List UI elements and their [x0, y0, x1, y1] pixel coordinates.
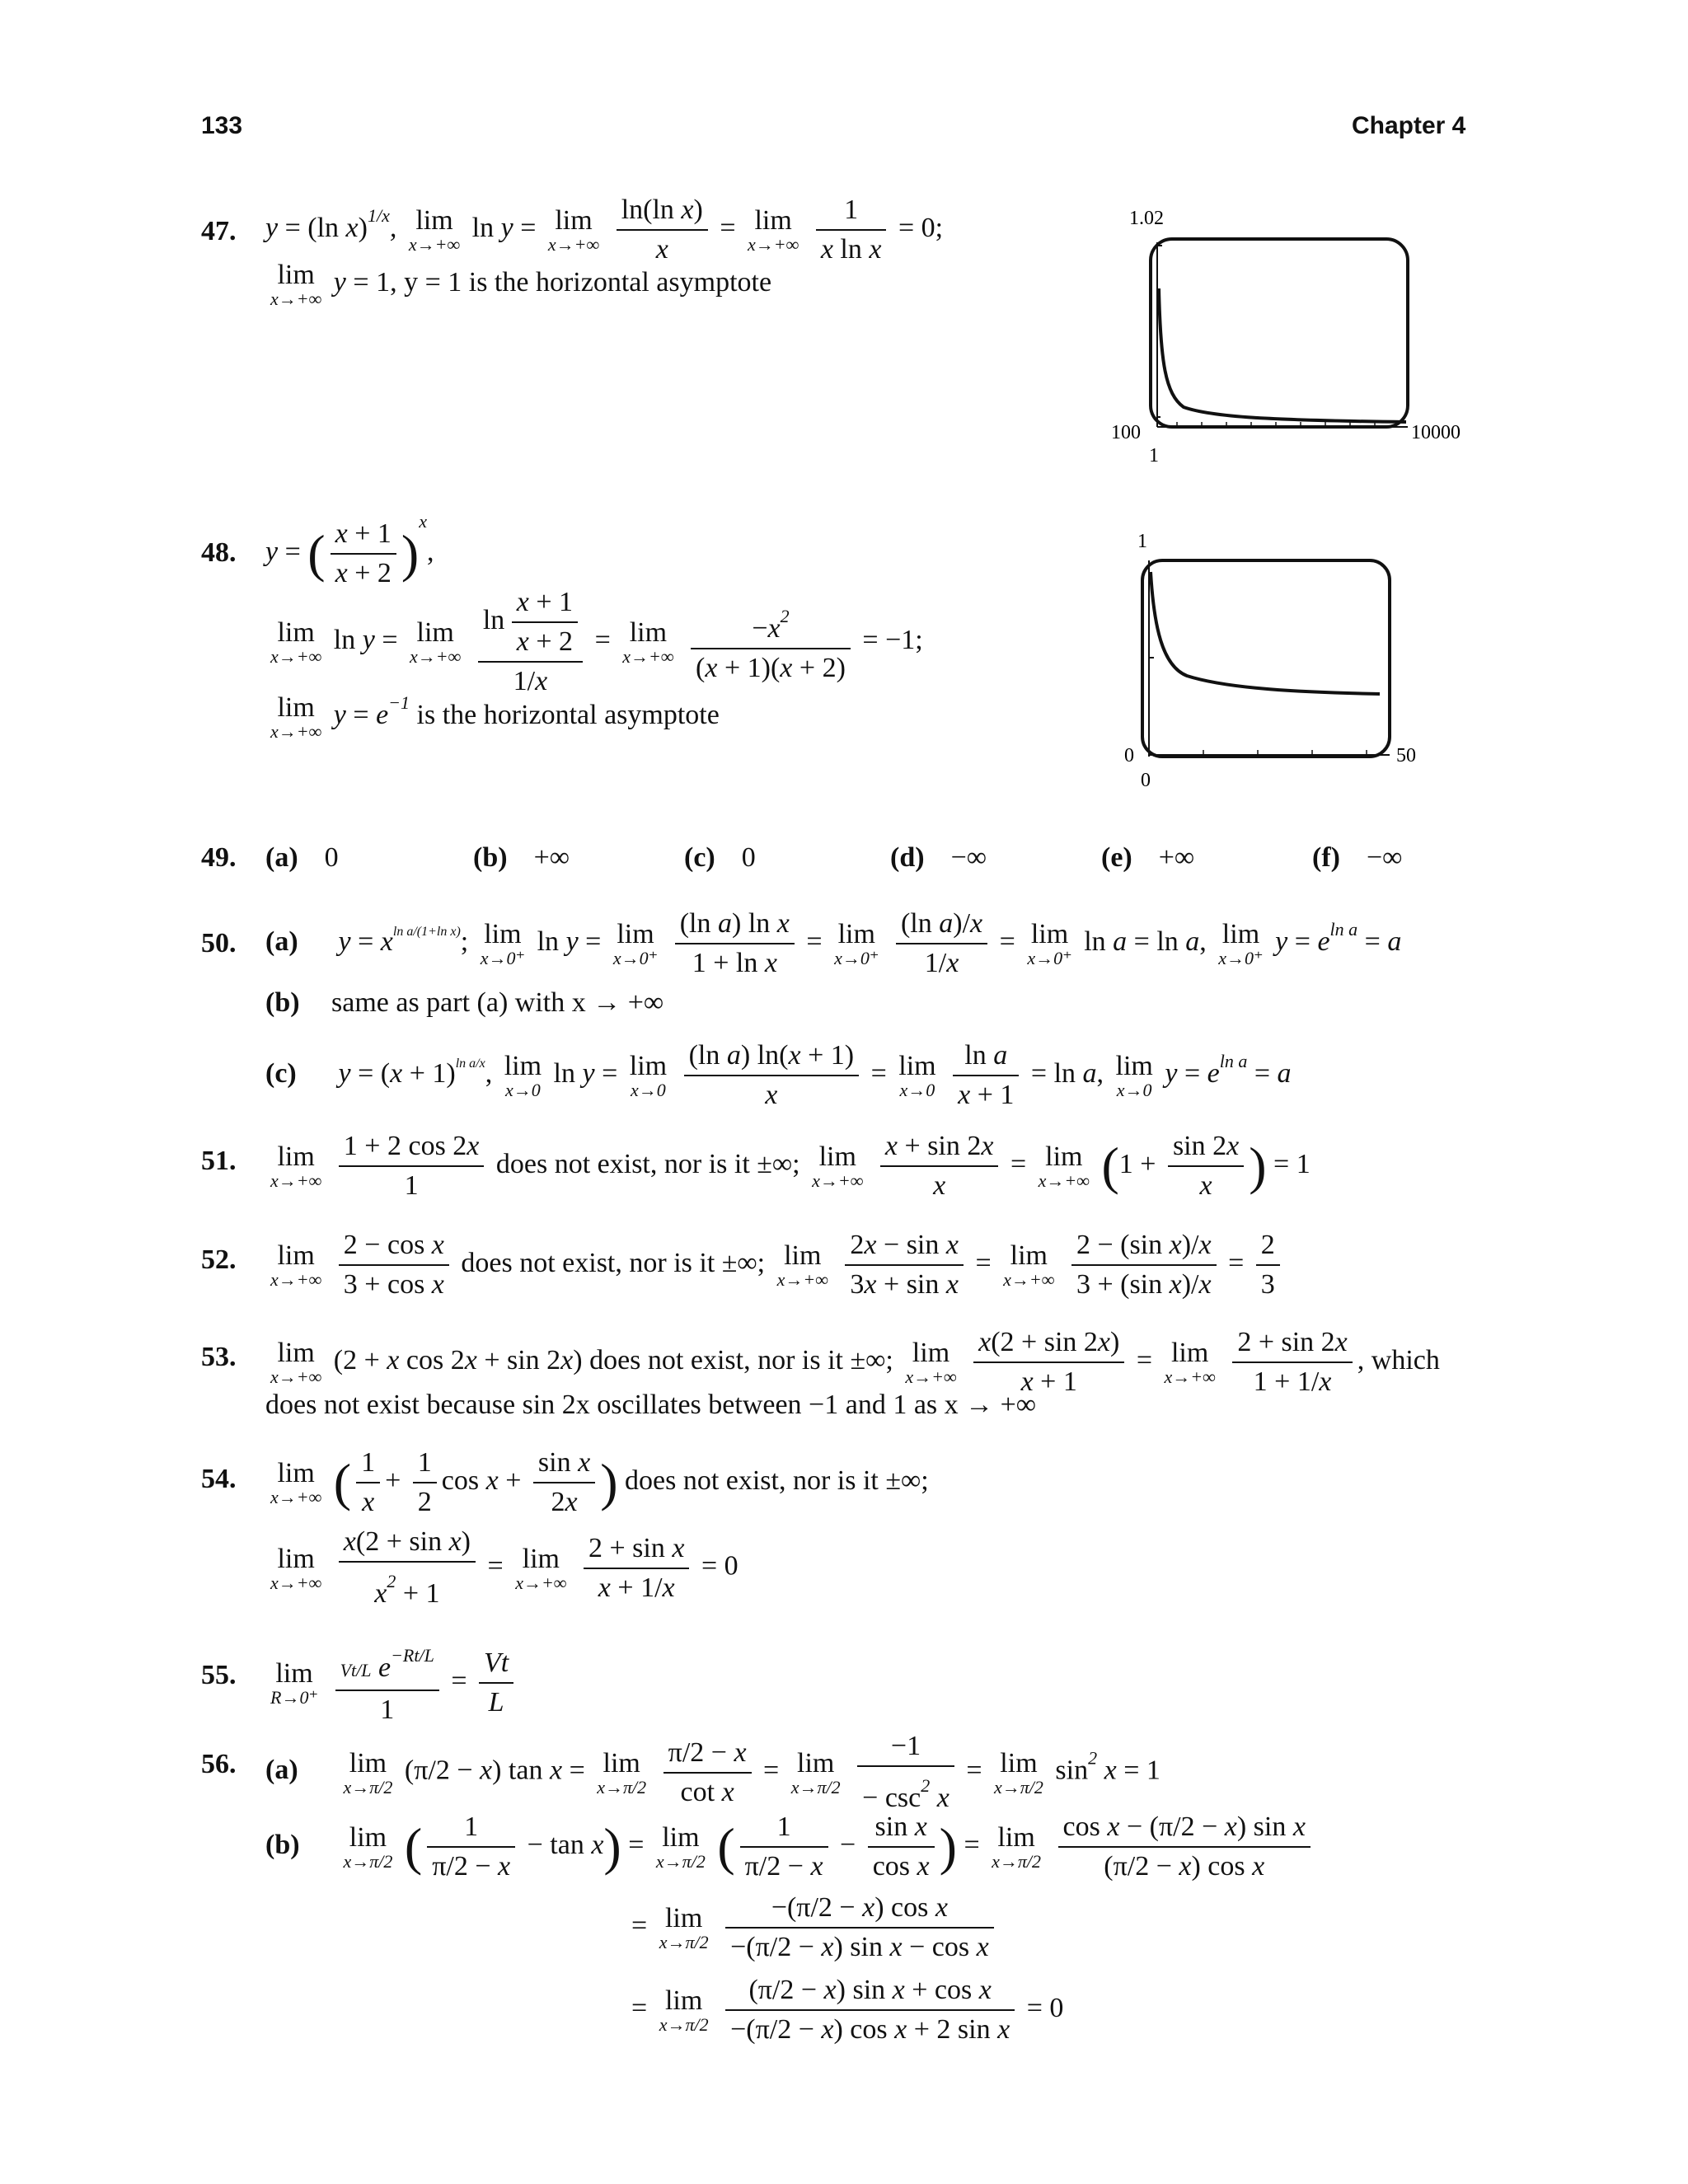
graph-1 — [1104, 206, 1467, 470]
chapter-title: Chapter 4 — [1352, 112, 1466, 139]
problem-48-eq1: y = ( $\frac{x + 1}{x + 2}$ )$^x$, — [265, 511, 434, 589]
problem-55-eq: lim R→0⁺ $\frac{Vt/L e^{-Rt/L}}{1}$ = $\frac{Vt}{L}$ — [265, 1637, 518, 1729]
problem-56-part-a: (a) lim x→π/2 (π/2 − x) tan x = lim x→π/2 $\frac{\pi/2 - x}{\text{cot x}}$ = lim x→π/2 $\frac{-1}{- \csc^2 x}$ = lim x→π/2 $\sin^2 x = 1$ — [265, 1727, 1160, 1817]
graph-1-curve — [1159, 288, 1406, 422]
problem-53-eq: lim x→+∞ (2 + x cos 2x + sin 2x) does not exist, nor is it ±∞; lim x→+∞ $\frac{x(2 + \sin 2x)}{x + 1}$ = lim x→+∞ $\frac{2 + \sin 2x}{1 + 1/x}$ , which — [265, 1324, 1440, 1401]
problem-56-number: 56. — [201, 1749, 237, 1779]
problem-49-part-f: (f) −∞ — [1312, 842, 1403, 873]
problem-49-part-d: (d) −∞ — [890, 842, 987, 873]
problem-53-line2: does not exist because sin 2x oscillates between −1 and 1 as x → +∞ — [265, 1390, 1037, 1420]
problem-49-part-e: (e) +∞ — [1101, 842, 1195, 873]
problem-48-number: 48. — [201, 537, 237, 568]
graph-2-x-max: 50 — [1396, 745, 1416, 766]
problem-49-part-c: (c) 0 — [684, 842, 756, 873]
problem-50-part-a: (a) $y = x^{ln a/(1+ln x)}$; lim x→0⁺ ln y = lim x→0⁺ $\frac{\text{(ln a) ln x}}{\text{1 + ln x}}$ = lim x→0⁺ $\frac{\text{(ln a)/x}}{1/x}$ = lim x→0⁺ ln a = ln a, lim x→0⁺ $y = e^{ln a} = a$ — [265, 905, 1401, 982]
problem-51-eq: lim x→+∞ $\frac{1 + 2 \cos 2x}{1}$ does not exist, nor is it ±∞; lim x→+∞ $\frac{x + \sin 2x}{x}$ = lim x→+∞ (1 + $\frac{\sin 2x}{x}$ ) = 1 — [265, 1127, 1311, 1205]
problem-49-part-b: (b) +∞ — [473, 842, 570, 873]
graph-2-x-min: 0 — [1141, 770, 1151, 791]
problem-49-part-a: (a) 0 — [265, 842, 339, 873]
problem-49-number: 49. — [201, 842, 237, 873]
problem-50-part-b: (b) same as part (a) with x → +∞ — [265, 987, 664, 1018]
graph-2-frame — [1142, 560, 1390, 757]
graph-2 — [1104, 527, 1467, 791]
problem-48-eq2: lim x→+∞ ln y = lim x→+∞ ln $\frac{x + 1}{x + 2}$ 1/x = lim x→+∞ $\frac{-x^2}{(x + 1)(x + 2)}$ = −1; — [265, 583, 923, 701]
graph-1-y-min: 100 — [1111, 422, 1141, 443]
graph-1-x-max: 10000 — [1411, 422, 1461, 443]
problem-47-eq2: lim x→+∞ y = 1, y = 1 is the horizontal asymptote — [270, 260, 772, 309]
problem-50-part-c: (c) $y = (x + 1)^{ln a/x}$, lim x→0 ln y = lim x→0 $\frac{\text{(ln a) ln(x + 1)}}{x}$ = lim x→0 $\frac{\text{ln a}}{x + 1}$ = ln a, lim x→0 $y = e^{ln a} = a$ — [265, 1037, 1292, 1114]
problem-54-eq1: lim x→+∞ ( $\frac{1}{x}$ + $\frac{1}{2}$ cos x + $\frac{\text{sin x}}{2x}$ ) does not exist, nor is it ±∞; — [265, 1444, 929, 1521]
problem-51-number: 51. — [201, 1146, 237, 1176]
graph-2-curve — [1151, 572, 1380, 694]
problem-52-eq: lim x→+∞ $\frac{\text{2 − cos x}}{\text{3 + cos x}}$ does not exist, nor is it ±∞; lim x→+∞ $\frac{\text{2x − sin x}}{\text{3x + sin x}}$ = lim x→+∞ $\frac{\text{2 − (sin x)/x}}{\text{3 + (sin x)/x}}$ = $\frac{2}{3}$ — [265, 1226, 1285, 1304]
problem-50-number: 50. — [201, 928, 237, 958]
problem-56-step2: = lim x→π/2 $\frac{\text{−(π/2 − x) cos x}}{\text{−(π/2 − x) sin x − cos x}}$ — [631, 1889, 999, 1966]
problem-53-number: 53. — [201, 1342, 237, 1372]
problem-47-eq1: y = (ln x)$^{1/x}$, lim x→+∞ ln y = lim x→+∞ $\frac{\text{ln(ln x)}}{x}$ = lim x→+∞ $\frac{1}{\text{x ln x}}$ = 0; — [265, 191, 943, 269]
problem-48-eq3: lim x→+∞ $y = e^{-1}$ is the horizontal asymptote — [270, 692, 720, 743]
problem-52-number: 52. — [201, 1244, 237, 1275]
problem-56-step3: = lim x→π/2 $\frac{\text{(π/2 − x) sin x + cos x}}{\text{−(π/2 − x) cos x + 2 sin x}}$ = 0 — [631, 1971, 1063, 2049]
graph-1-y-max: 1.02 — [1129, 208, 1164, 229]
problem-47-number: 47. — [201, 216, 237, 246]
page-number: 133 — [201, 112, 243, 139]
problem-56-part-b: (b) lim x→π/2 ( $\frac{1}{\pi/2 - x}$ − tan x) = lim x→π/2 ( $\frac{1}{\pi/2 - x}$ − $\frac{\text{sin x}}{\text{cos x}}$ ) = lim x→π/2 $\frac{\text{cos x − (π/2 − x) sin x}}{\text{(π/2 − x) cos x}}$ — [265, 1808, 1315, 1886]
graph-1-frame — [1151, 239, 1408, 427]
graph-2-y-min: 0 — [1124, 745, 1134, 766]
graph-1-x-min: 1 — [1149, 445, 1159, 466]
problem-54-eq2: lim x→+∞ $\frac{\text{x(2 + sin x)}}{x^2 + 1}$ = lim x→+∞ $\frac{\text{2 + sin x}}{x + 1/x}$ = 0 — [265, 1523, 738, 1613]
problem-55-number: 55. — [201, 1660, 237, 1690]
graph-2-y-max: 1 — [1137, 531, 1147, 552]
problem-54-number: 54. — [201, 1464, 237, 1494]
problem-48-asymptote: is the horizontal asymptote — [416, 700, 720, 730]
problem-47-asymptote: y = 1 is the horizontal asymptote — [404, 266, 772, 298]
